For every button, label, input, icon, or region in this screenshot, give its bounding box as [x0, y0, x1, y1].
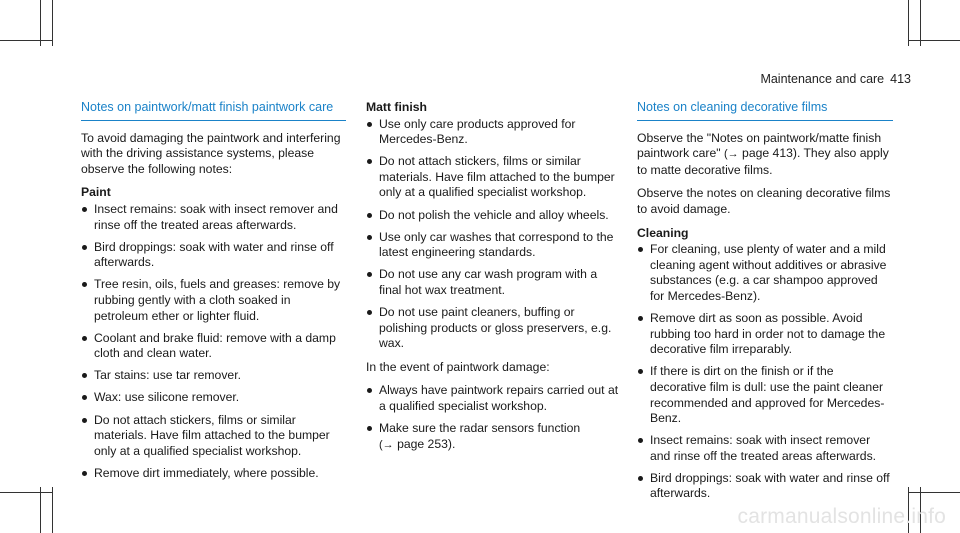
list-item: Use only car washes that correspond to the latest engineering standards. — [366, 230, 620, 261]
list-item: Tar stains: use tar remover. — [81, 368, 346, 384]
list-item: Always have paintwork repairs carried out at a qualified specialist workshop. — [366, 383, 620, 414]
column-decorative-films — [637, 100, 893, 510]
list-item: Remove dirt as soon as possible. Avoid rubbing too hard in order not to damage the decorative film irreparably. — [637, 311, 893, 358]
intro-paragraph: To avoid damaging the paintwork and interfering with the driving assistance systems, please observe the following notes: — [81, 130, 341, 176]
list-item-text: Make sure the radar sensors function — [379, 421, 581, 436]
list-item: Do not attach stickers, films or similar materials. Have film attached to the bumper only at a qualified specialist workshop. — [81, 413, 346, 460]
observe-text: Observe the "Notes on paintwork/matte finish paintwork care" — [637, 130, 882, 161]
section-title-paintwork: Notes on paintwork/matt finish paintwork care — [81, 100, 346, 121]
observe-paragraph-2: Observe the notes on cleaning decorative films to avoid damage. — [637, 186, 891, 216]
page-ref-link[interactable]: page 253). — [397, 436, 456, 451]
section-title-decorative-films: Notes on cleaning decorative films — [637, 100, 893, 121]
list-item: If there is dirt on the finish or if the decorative film is dull: use the paint cleaner recommended and approved for Mercedes-Benz. — [637, 364, 893, 426]
cleaning-list — [637, 242, 893, 502]
cleaning-heading: Cleaning — [637, 225, 689, 240]
damage-list — [366, 383, 620, 453]
list-item: Tree resin, oils, fuels and greases: remove by rubbing gently with a cloth soaked in petroleum ether or lighter fluid. — [81, 277, 346, 324]
paint-heading: Paint — [81, 185, 111, 200]
column-matt-finish — [366, 100, 620, 461]
list-item: Do not use paint cleaners, buffing or polishing products or gloss preservers, e.g. wax. — [366, 305, 620, 352]
page-ref-link[interactable]: page 413). They also apply to matte decorative films. — [637, 146, 889, 177]
list-item — [366, 421, 620, 453]
list-item: Insect remains: soak with insect remover and rinse off the treated areas afterwards. — [637, 433, 893, 464]
list-item: Remove dirt immediately, where possible. — [81, 466, 346, 482]
crop-mark — [0, 492, 52, 493]
crop-mark — [0, 40, 52, 41]
list-item: Do not attach stickers, films or similar materials. Have film attached to the bumper only at a qualified specialist workshop. — [366, 154, 620, 201]
list-item: Insect remains: soak with insect remover and rinse off the treated areas afterwards. — [81, 202, 346, 233]
column-paintwork — [81, 100, 346, 489]
crop-mark — [40, 487, 41, 533]
page-ref-arrow: (→ — [723, 148, 739, 161]
crop-mark — [908, 40, 960, 41]
list-item: For cleaning, use plenty of water and a mild cleaning agent without additives or abrasive substances (e.g. a car shampoo approved for Mercedes-Benz). — [637, 242, 893, 304]
crop-mark — [908, 0, 909, 46]
page-number: 413 — [890, 72, 911, 86]
matt-heading: Matt finish — [366, 100, 427, 114]
observe-paragraph-1 — [637, 131, 893, 179]
page-ref-arrow: (→ — [379, 438, 394, 451]
running-header — [760, 72, 911, 86]
matt-list — [366, 117, 620, 352]
crop-mark — [52, 487, 53, 533]
list-item: Coolant and brake fluid: remove with a damp cloth and clean water. — [81, 331, 346, 362]
watermark: carmanualsonline.info — [737, 505, 946, 528]
crop-mark — [908, 492, 960, 493]
crop-mark — [52, 0, 53, 46]
list-item: Use only care products approved for Mercedes-Benz. — [366, 117, 620, 148]
paint-list — [81, 202, 346, 481]
list-item: Do not polish the vehicle and alloy wheels. — [366, 208, 620, 224]
damage-intro: In the event of paintwork damage: — [366, 359, 550, 374]
header-section: Maintenance and care — [760, 72, 885, 86]
list-item: Wax: use silicone remover. — [81, 390, 346, 406]
list-item: Do not use any car wash program with a final hot wax treatment. — [366, 267, 620, 298]
list-item: Bird droppings: soak with water and rinse off afterwards. — [81, 240, 346, 271]
list-item: Bird droppings: soak with water and rinse off afterwards. — [637, 471, 893, 502]
